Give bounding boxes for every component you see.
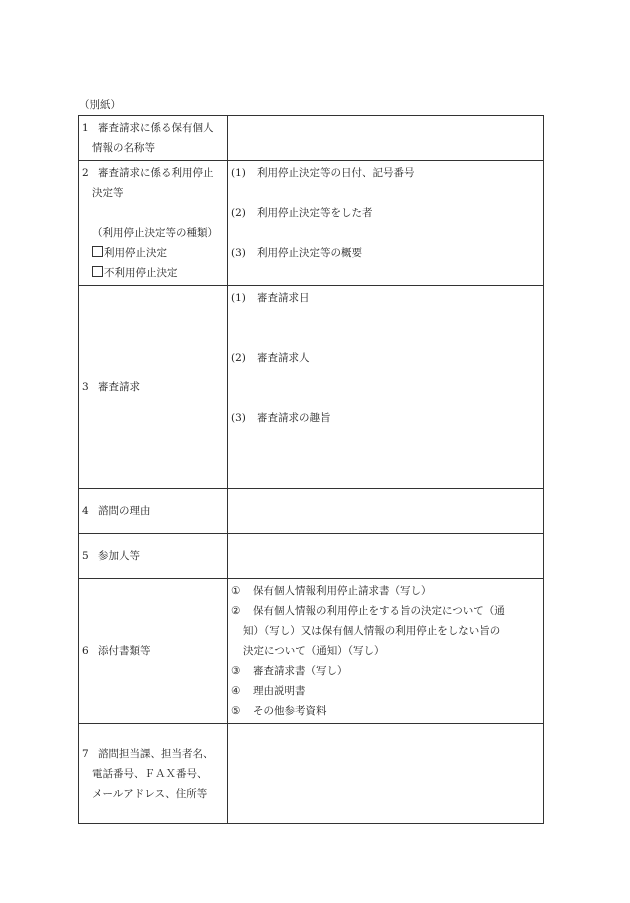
item-number: (2): [231, 352, 246, 364]
row4-value-cell[interactable]: [228, 489, 544, 534]
row2-label-cell: [79, 161, 228, 286]
item-text: その他参考資料: [253, 705, 327, 717]
item-text: 利用停止決定等をした者: [257, 207, 373, 219]
row3-label-cell: [79, 286, 228, 489]
item-text: 理由説明書: [253, 685, 306, 697]
item-text: 利用停止決定等の概要: [257, 247, 362, 259]
row7-label-cell: [79, 724, 228, 824]
appendix-form-table: [78, 115, 544, 824]
item-number: ②: [231, 605, 241, 617]
item-number: (3): [231, 247, 246, 259]
row5-label-cell: [79, 534, 228, 579]
item-number: ①: [231, 585, 241, 597]
row6-label: 添付書類等: [98, 645, 151, 657]
item-text: 審査請求の趣旨: [257, 412, 331, 424]
row2-label-line1: 審査請求に係る利用停止: [98, 167, 214, 179]
form-caption: （別紙）: [79, 99, 121, 111]
option-non-suspension[interactable]: [82, 267, 178, 279]
item-text-continued: 決定について（通知）（写し）: [243, 645, 385, 657]
item-number: (1): [231, 167, 246, 179]
row6-label-cell: [79, 579, 228, 724]
item-number: (3): [231, 412, 246, 424]
checkbox-icon[interactable]: [92, 266, 103, 277]
item-text-continued: 知）（写し）又は保有個人情報の利用停止をしない旨の: [243, 625, 501, 637]
row4-label-cell: [79, 489, 228, 534]
option-non-suspension-label: 不利用停止決定: [104, 267, 178, 279]
checkbox-icon[interactable]: [92, 246, 103, 257]
item-number: (2): [231, 207, 246, 219]
row5-label: 参加人等: [98, 550, 140, 562]
item-text: 保有個人情報利用停止請求書（写し）: [253, 585, 432, 597]
row2-label-line2: 決定等: [92, 187, 124, 199]
table-row: [79, 286, 544, 489]
row5-value-cell[interactable]: [228, 534, 544, 579]
row6-number: 6: [82, 645, 89, 657]
table-row: [79, 534, 544, 579]
row4-label: 諮問の理由: [98, 505, 151, 517]
item-text: 審査請求日: [257, 292, 310, 304]
item-text: 保有個人情報の利用停止をする旨の決定について（通: [253, 605, 505, 617]
row4-number: 4: [82, 505, 89, 517]
item-number: ⑤: [231, 705, 241, 717]
table-row: [79, 161, 544, 286]
item-text: 利用停止決定等の日付、記号番号: [257, 167, 415, 179]
row3-value-cell: [228, 286, 544, 489]
row7-label-line3: メールアドレス、住所等: [92, 787, 208, 800]
row5-number: 5: [82, 550, 89, 562]
row1-value-cell[interactable]: [228, 116, 544, 161]
row7-label-line1: 諮問担当課、担当者名、: [98, 747, 214, 760]
decision-type-heading: （利用停止決定等の種類）: [92, 227, 218, 239]
item-text: 審査請求人: [257, 352, 310, 364]
table-row: [79, 489, 544, 534]
row3-number: 3: [82, 381, 89, 393]
row2-number: 2: [82, 167, 89, 179]
row6-value-cell: [228, 579, 544, 724]
row1-label-line2: 情報の名称等: [92, 142, 155, 154]
option-suspension-label: 利用停止決定: [104, 247, 167, 259]
row7-number: 7: [82, 747, 89, 760]
item-number: ④: [231, 685, 241, 697]
table-row: [79, 724, 544, 824]
row1-label-line1: 審査請求に係る保有個人: [98, 122, 214, 134]
row2-value-cell: [228, 161, 544, 286]
table-row: [79, 579, 544, 724]
row7-label-line2: 電話番号、ＦＡＸ番号、: [92, 767, 208, 780]
item-number: (1): [231, 292, 246, 304]
row7-value-cell[interactable]: [228, 724, 544, 824]
option-suspension[interactable]: [82, 247, 167, 259]
row3-label: 審査請求: [98, 381, 140, 393]
table-row: [79, 116, 544, 161]
row1-number: 1: [82, 122, 89, 134]
item-text: 審査請求書（写し）: [253, 665, 348, 677]
item-number: ③: [231, 665, 241, 677]
row1-label-cell: [79, 116, 228, 161]
